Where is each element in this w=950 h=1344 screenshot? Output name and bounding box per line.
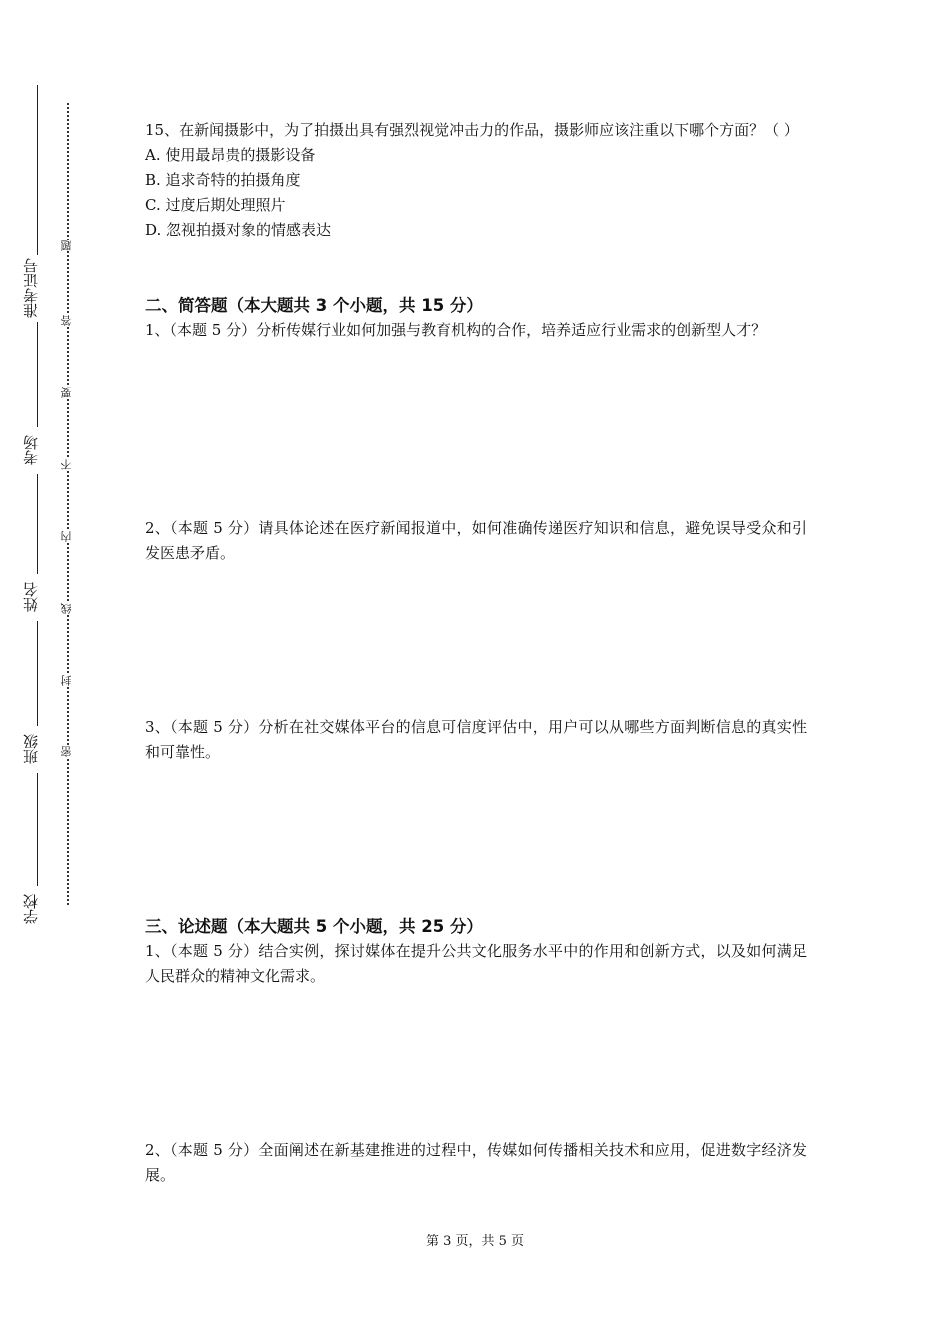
binding-rule bbox=[37, 621, 38, 726]
binding-rule bbox=[37, 474, 38, 574]
binding-rule bbox=[37, 773, 38, 886]
seal-line bbox=[67, 103, 69, 905]
seal-char: 内 bbox=[60, 531, 76, 542]
essay-question bbox=[145, 939, 807, 989]
question-text: 2、（本题 5 分）全面阐述在新基建推进的过程中，传媒如何传播相关技术和应用，促进数字经济发展。 bbox=[145, 1141, 807, 1184]
binding-margin bbox=[0, 0, 110, 1344]
question-text: 2、（本题 5 分）请具体论述在医疗新闻报道中，如何准确传递医疗知识和信息，避免误导受众和引发医患矛盾。 bbox=[145, 519, 807, 562]
binding-rule bbox=[37, 322, 38, 427]
class-label: 班级 bbox=[22, 734, 40, 764]
seal-char: 不 bbox=[60, 459, 76, 470]
section-title-short-answer: 二、简答题（本大题共 3 个小题，共 15 分） bbox=[145, 296, 483, 315]
question-stem: 15、在新闻摄影中，为了拍摄出具有强烈视觉冲击力的作品，摄影师应该注重以下哪个方面？（ ） bbox=[145, 121, 799, 139]
essay-question bbox=[145, 1138, 807, 1188]
question-15 bbox=[145, 118, 807, 243]
exam-room-label: 考场 bbox=[22, 435, 40, 465]
seal-char: 线 bbox=[60, 603, 76, 614]
question-text: 3、（本题 5 分）分析在社交媒体平台的信息可信度评估中，用户可以从哪些方面判断信息的真实性和可靠性。 bbox=[145, 718, 807, 761]
short-answer-question bbox=[145, 318, 807, 343]
section-title-essay: 三、论述题（本大题共 5 个小题，共 25 分） bbox=[145, 917, 483, 936]
seal-char: 封 bbox=[60, 675, 76, 686]
option-b: B. 追求奇特的拍摄角度 bbox=[145, 171, 301, 189]
binding-rule bbox=[37, 85, 38, 255]
exam-number-label: 准考证号 bbox=[22, 258, 40, 318]
seal-char: 题 bbox=[60, 240, 76, 251]
seal-char: 答 bbox=[60, 315, 76, 326]
seal-char: 要 bbox=[60, 387, 76, 398]
school-label: 学校 bbox=[22, 894, 40, 924]
option-c: C. 过度后期处理照片 bbox=[145, 196, 286, 214]
question-text: 1、（本题 5 分）结合实例，探讨媒体在提升公共文化服务水平中的作用和创新方式，以及如何满足人民群众的精神文化需求。 bbox=[145, 942, 807, 985]
question-text: 1、（本题 5 分）分析传媒行业如何加强与教育机构的合作，培养适应行业需求的创新型人才？ bbox=[145, 321, 767, 339]
short-answer-question bbox=[145, 715, 807, 765]
option-d: D. 忽视拍摄对象的情感表达 bbox=[145, 221, 332, 239]
name-label: 姓名 bbox=[22, 582, 40, 612]
page-number: 第 3 页，共 5 页 bbox=[425, 1234, 525, 1249]
short-answer-question bbox=[145, 516, 807, 566]
seal-char: 密 bbox=[60, 746, 76, 757]
option-a: A. 使用最昂贵的摄影设备 bbox=[145, 146, 316, 164]
